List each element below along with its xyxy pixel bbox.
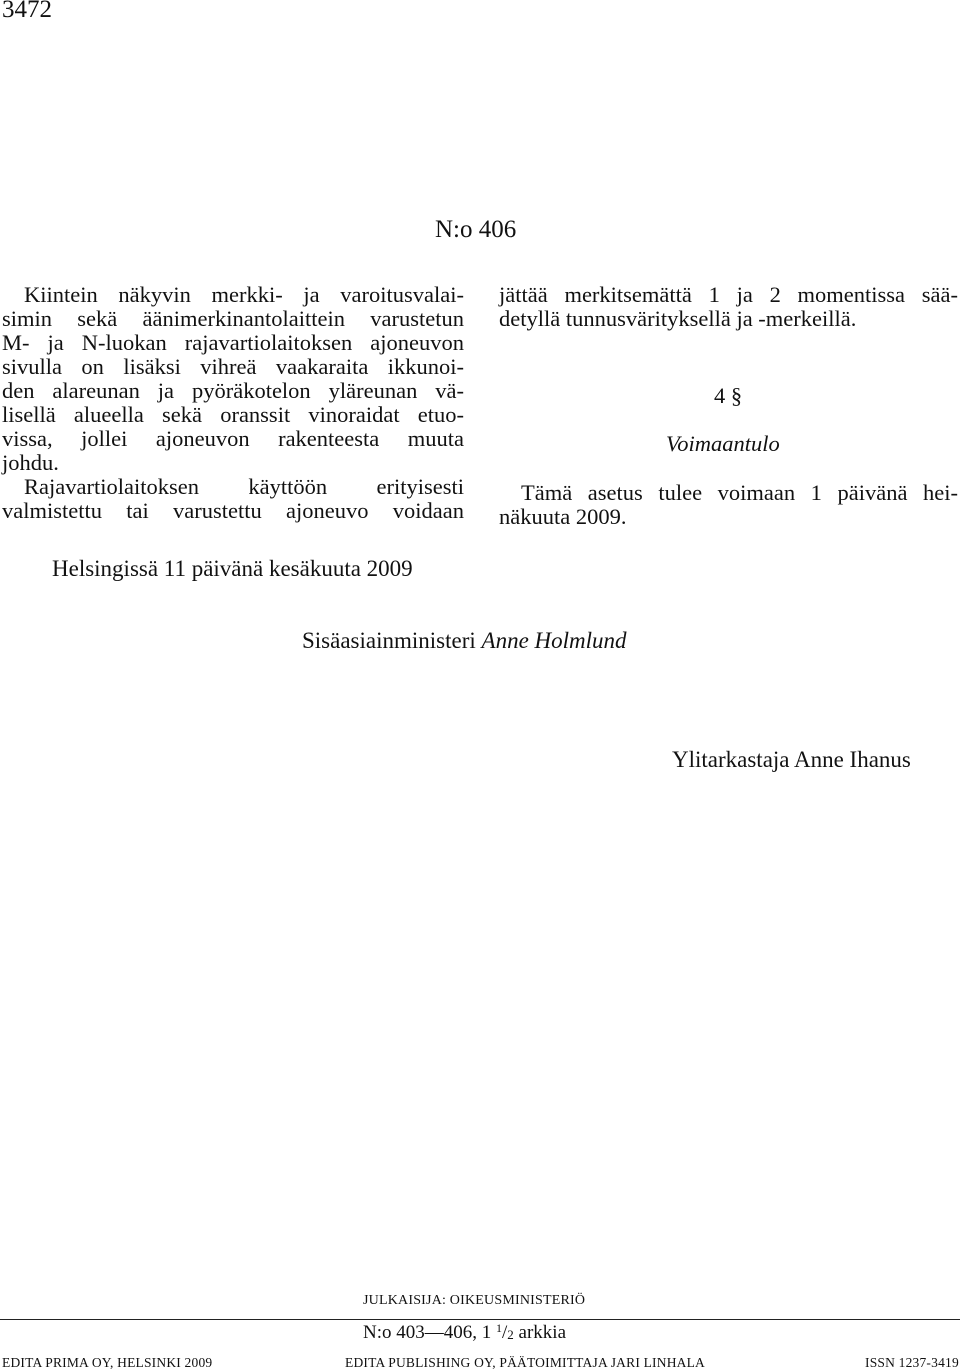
text-line: lisellä alueella sekä oranssit vinoraidat etuo- <box>2 402 464 427</box>
text-line: detyllä tunnusvärityksellä ja -merkeillä. <box>499 306 857 331</box>
sheet-count: N:o 403—406, 1 $^1/_2$ arkkia <box>363 1321 567 1343</box>
page-number: 3472 <box>2 0 52 23</box>
act-number: N:o 406 <box>435 216 517 243</box>
text-line: johdu. <box>2 450 59 475</box>
text-line: Kiintein näkyvin merkki- ja varoitusvalai- <box>24 282 464 307</box>
text-line: M- ja N-luokan rajavartiolaitoksen ajoneuvon <box>2 330 464 355</box>
printer-imprint: EDITA PRIMA OY, HELSINKI 2009 <box>2 1355 213 1370</box>
entry-into-force-text <box>499 481 958 529</box>
minister-name: Anne Holmlund <box>481 628 627 653</box>
text-line: simin sekä äänimerkinantolaittein varustetun <box>2 306 464 331</box>
text-line: Tämä asetus tulee voimaan 1 päivänä hei- <box>521 480 958 505</box>
publisher: JULKAISIJA: OIKEUSMINISTERIÖ <box>363 1293 586 1308</box>
text-line: sivulla on lisäksi vihreä vaakaraita ikkunoi- <box>2 354 464 379</box>
minister-signature <box>302 628 627 654</box>
left-column-text <box>2 283 464 523</box>
minister-title: Sisäasiainministeri <box>302 628 476 653</box>
text-line: valmistettu tai varustettu ajoneuvo voidaan <box>2 498 464 523</box>
inspector-signature: Ylitarkastaja Anne Ihanus <box>672 747 911 772</box>
text-line: vissa, jollei ajoneuvon rakenteesta muuta <box>2 426 464 451</box>
sheets-numerator: 1 <box>496 1321 502 1335</box>
text-line: den alareunan ja pyöräkotelon yläreunan vä- <box>2 378 464 403</box>
publisher-imprint: EDITA PUBLISHING OY, PÄÄTOIMITTAJA JARI LINHALA <box>345 1355 705 1370</box>
right-column-text <box>499 283 958 331</box>
section-title: Voimaantulo <box>666 431 780 456</box>
footer-divider <box>0 1319 960 1320</box>
sheets-denominator: 2 <box>507 1327 514 1342</box>
issn: ISSN 1237-3419 <box>865 1355 959 1370</box>
sheets-suffix: arkkia <box>518 1322 567 1343</box>
sheets-prefix: N:o 403—406, 1 <box>363 1322 492 1343</box>
signing-place-date: Helsingissä 11 päivänä kesäkuuta 2009 <box>52 556 413 581</box>
text-line: näkuuta 2009. <box>499 504 627 529</box>
section-number: 4 § <box>714 383 743 408</box>
text-line: jättää merkitsemättä 1 ja 2 momentissa sää- <box>499 282 958 307</box>
text-line: Rajavartiolaitoksen käyttöön erityisesti <box>24 474 464 499</box>
